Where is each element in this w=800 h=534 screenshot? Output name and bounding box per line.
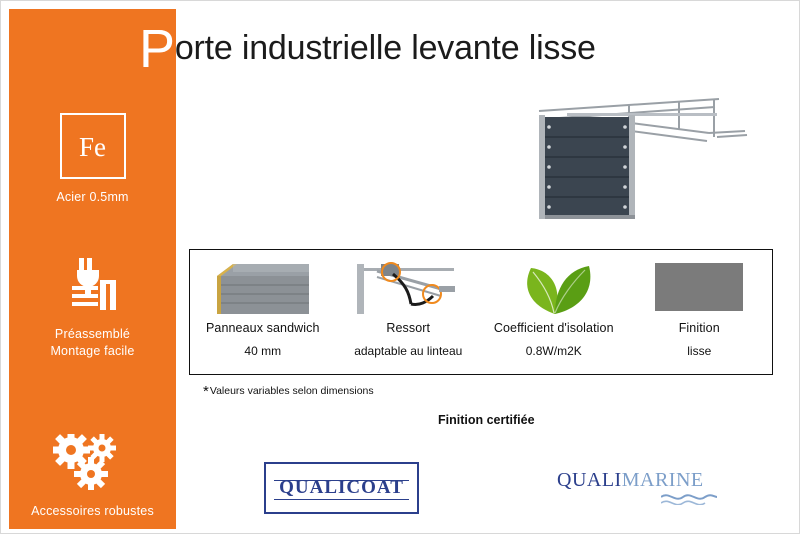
gears-icon (9, 431, 176, 493)
sidebar-block-steel (9, 113, 176, 206)
feature-value: adaptable au linteau (354, 344, 463, 358)
wrench-assembly-icon (9, 254, 176, 316)
feature-title: Ressort (386, 321, 431, 335)
sidebar-caption-steel: Acier 0.5mm (56, 190, 129, 204)
sidebar-block-assembly (9, 254, 176, 360)
feature-value: 40 mm (244, 344, 282, 358)
certification-label: Finition certifiée (438, 413, 535, 427)
feature-finition (627, 250, 773, 374)
sandwich-panel-image (211, 256, 315, 318)
feature-title: Panneaux sandwich (205, 321, 320, 335)
page-title-rest: orte industrielle levante lisse (174, 29, 596, 67)
page-title (139, 19, 596, 79)
qualimarine-logo (557, 469, 717, 509)
qualimarine-label (557, 469, 717, 492)
qualicoat-label: QUALICOAT (279, 477, 404, 498)
feature-title: Finition (678, 321, 720, 335)
sidebar-caption-accessories: Accessoires robustes (31, 504, 154, 518)
sidebar-caption-assembly-2: Montage facile (50, 344, 135, 358)
wave-icon (661, 491, 717, 505)
page-title-initial: P (139, 19, 175, 79)
sidebar-block-accessories (9, 431, 176, 520)
footnote-star: * (203, 383, 209, 400)
spring-mechanism-image (353, 256, 463, 318)
feature-panneaux-sandwich (190, 250, 336, 374)
left-sidebar (9, 9, 176, 529)
features-box (189, 249, 773, 375)
sidebar-caption-assembly-1: Préassemblé (54, 327, 131, 341)
feature-title: Coefficient d'isolation (493, 321, 614, 335)
feature-ressort (336, 250, 482, 374)
grey-finish-swatch (655, 256, 743, 318)
footnote-text: Valeurs variables selon dimensions (209, 385, 374, 397)
fe-steel-badge-icon: Fe (60, 113, 126, 179)
qualimarine-label-bold: QUALI (557, 469, 622, 491)
feature-coefficient-isolation (481, 250, 627, 374)
footnote (203, 383, 374, 400)
feature-value: 0.8W/m2K (525, 344, 582, 358)
qualicoat-logo (264, 462, 419, 514)
green-leaves-icon (511, 256, 597, 318)
feature-value: lisse (687, 344, 712, 358)
industrial-sectional-door-image (509, 93, 749, 223)
qualimarine-label-light: MARINE (621, 469, 704, 491)
